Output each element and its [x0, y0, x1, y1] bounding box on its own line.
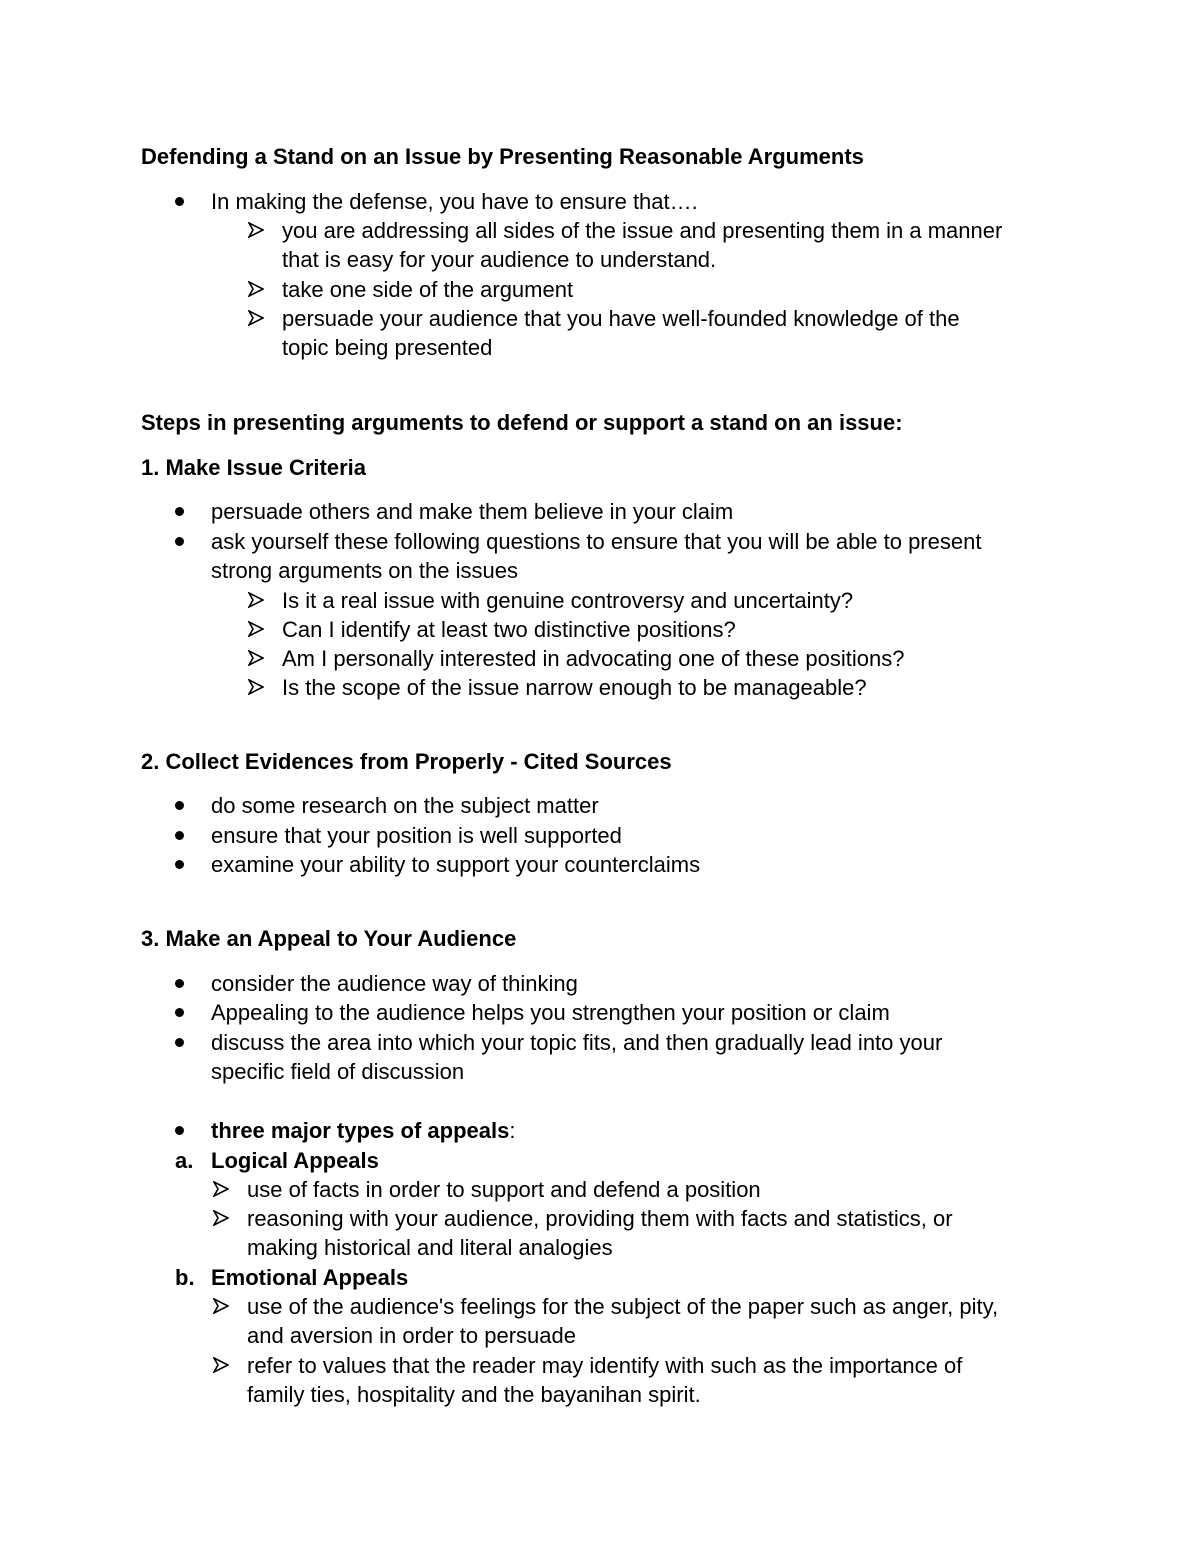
- step3-bullet-cont: specific field of discussion: [211, 1059, 465, 1084]
- intro-sub-item: you are addressing all sides of the issue and presenting them in a manner: [282, 218, 1003, 243]
- step2-bullet: do some research on the subject matter: [211, 793, 599, 818]
- bullet-icon: [175, 860, 184, 869]
- emotional-marker: b.: [175, 1265, 195, 1290]
- bullet-icon: [175, 979, 184, 988]
- logical-appeal-item: reasoning with your audience, providing them with facts and statistics, or: [247, 1206, 953, 1231]
- bullet-icon: [175, 801, 184, 810]
- intro-bullet: In making the defense, you have to ensure that….: [211, 189, 698, 214]
- bullet-icon: [175, 507, 184, 516]
- bullet-icon: [175, 537, 184, 546]
- intro-sub-item-cont: topic being presented: [282, 335, 493, 360]
- arrow-bullet-icon: [213, 1181, 229, 1197]
- bullet-icon: [175, 1008, 184, 1017]
- step2-bullet: ensure that your position is well supported: [211, 823, 622, 848]
- step1-question: Can I identify at least two distinctive positions?: [282, 617, 736, 642]
- arrow-bullet-icon: [248, 621, 264, 637]
- arrow-bullet-icon: [248, 679, 264, 695]
- step3-bullet: Appealing to the audience helps you strengthen your position or claim: [211, 1000, 890, 1025]
- steps-heading: Steps in presenting arguments to defend or support a stand on an issue:: [141, 410, 903, 435]
- emotional-appeal-item-cont: family ties, hospitality and the bayanihan spirit.: [247, 1382, 701, 1407]
- step3-bullet: discuss the area into which your topic fits, and then gradually lead into your: [211, 1030, 943, 1055]
- step1-question: Is the scope of the issue narrow enough to be manageable?: [282, 675, 867, 700]
- step1-question: Am I personally interested in advocating one of these positions?: [282, 646, 905, 671]
- appeal-types-item: [211, 1116, 515, 1145]
- page-title: Defending a Stand on an Issue by Presenting Reasonable Arguments: [141, 144, 864, 169]
- bullet-icon: [175, 197, 184, 206]
- bullet-icon: [175, 1038, 184, 1047]
- intro-sub-item: persuade your audience that you have well-founded knowledge of the: [282, 306, 960, 331]
- step1-bullet-cont: strong arguments on the issues: [211, 558, 518, 583]
- arrow-bullet-icon: [213, 1357, 229, 1373]
- arrow-bullet-icon: [213, 1298, 229, 1314]
- arrow-bullet-icon: [248, 650, 264, 666]
- appeal-types-colon: :: [509, 1118, 516, 1143]
- logical-marker: a.: [175, 1148, 194, 1173]
- emotional-appeals-heading: Emotional Appeals: [211, 1265, 409, 1290]
- arrow-bullet-icon: [248, 310, 264, 326]
- step1-question: Is it a real issue with genuine controversy and uncertainty?: [282, 588, 854, 613]
- step1-bullet: persuade others and make them believe in your claim: [211, 499, 734, 524]
- emotional-appeal-item: use of the audience's feelings for the subject of the paper such as anger, pity,: [247, 1294, 999, 1319]
- logical-appeal-item: use of facts in order to support and defend a position: [247, 1177, 761, 1202]
- step1-bullet: ask yourself these following questions to ensure that you will be able to present: [211, 529, 982, 554]
- logical-appeals-heading: Logical Appeals: [211, 1148, 379, 1173]
- emotional-appeal-item: refer to values that the reader may identify with such as the importance of: [247, 1353, 963, 1378]
- bullet-icon: [175, 1126, 184, 1135]
- intro-sub-item: take one side of the argument: [282, 277, 574, 302]
- step3-bullet: consider the audience way of thinking: [211, 971, 578, 996]
- step2-bullet: examine your ability to support your counterclaims: [211, 852, 701, 877]
- step1-heading: 1. Make Issue Criteria: [141, 455, 367, 480]
- intro-sub-item-cont: that is easy for your audience to understand.: [282, 247, 717, 272]
- arrow-bullet-icon: [213, 1210, 229, 1226]
- arrow-bullet-icon: [248, 222, 264, 238]
- emotional-appeal-item-cont: and aversion in order to persuade: [247, 1323, 576, 1348]
- step2-heading: 2. Collect Evidences from Properly - Cited Sources: [141, 749, 672, 774]
- step3-heading: 3. Make an Appeal to Your Audience: [141, 926, 517, 951]
- bullet-icon: [175, 831, 184, 840]
- logical-appeal-item-cont: making historical and literal analogies: [247, 1235, 613, 1260]
- arrow-bullet-icon: [248, 592, 264, 608]
- arrow-bullet-icon: [248, 281, 264, 297]
- appeal-types-label: three major types of appeals: [211, 1118, 510, 1143]
